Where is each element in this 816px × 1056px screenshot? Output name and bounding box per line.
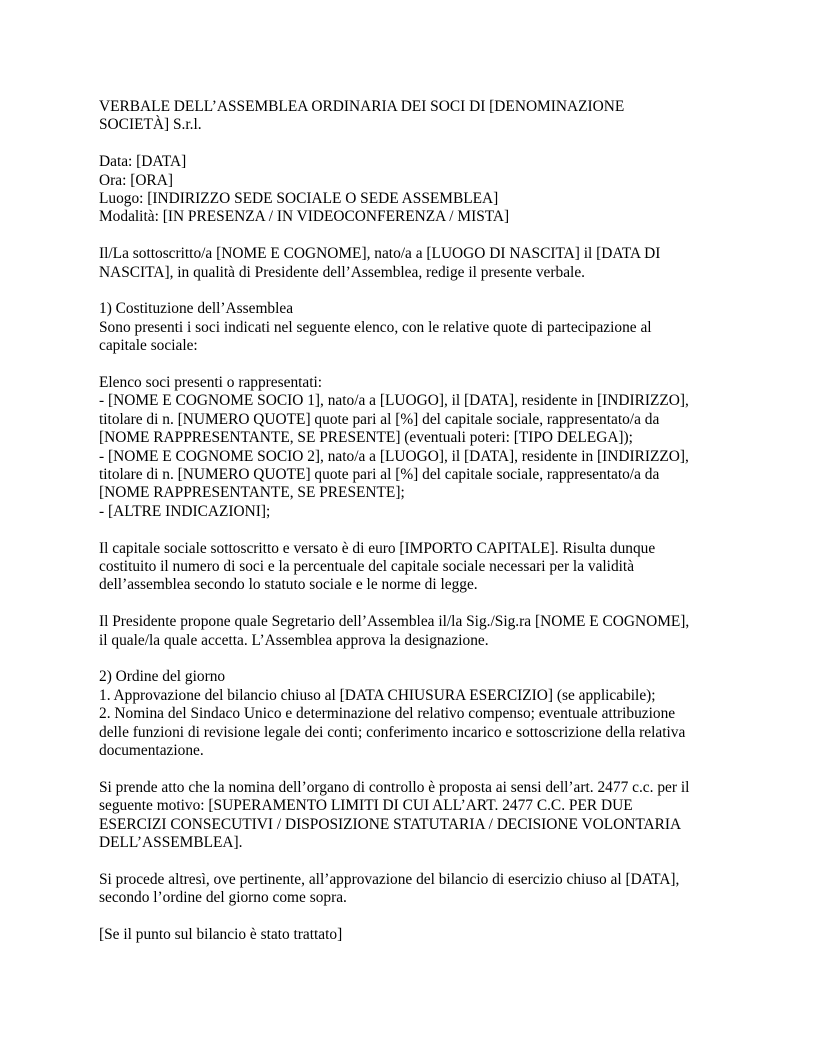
document-body (99, 98, 724, 963)
shareholder-line: titolare di n. [NUMERO QUOTE] quote pari al [%] del capitale sociale, rappresentato/a da (99, 410, 660, 428)
shareholder-line: - [ALTRE INDICAZIONI]; (99, 502, 271, 520)
capital-paragraph (99, 540, 724, 595)
secretary-line: Il Presidente propone quale Segretario dell’Assemblea il/la Sig./Sig.ra [NOME E COGNOME], (99, 613, 690, 631)
section-1-line: capitale sociale: (99, 337, 198, 355)
reason-line: DELL’ASSEMBLEA]. (99, 834, 243, 852)
reason-line: Si prende atto che la nomina dell’organo di controllo è proposta ai sensi dell’art. 2477 c.c. per il (99, 778, 690, 796)
shareholder-line: - [NOME E COGNOME SOCIO 1], nato/a a [LUOGO], il [DATA], residente in [INDIRIZZO], (99, 392, 689, 410)
budget-line: secondo l’ordine del giorno come sopra. (99, 889, 347, 907)
meeting-place: Luogo: [INDIRIZZO SEDE SOCIALE O SEDE ASSEMBLEA] (99, 190, 499, 208)
intro-line: Il/La sottoscritto/a [NOME E COGNOME], nato/a a [LUOGO DI NASCITA] il [DATA DI (99, 245, 661, 263)
shareholders-heading: Elenco soci presenti o rappresentati: (99, 374, 323, 392)
capital-line: costituito il numero di soci e la percentuale del capitale sociale necessari per la validità (99, 558, 635, 576)
shareholder-line: [NOME RAPPRESENTANTE, SE PRESENTE] (eventuali poteri: [TIPO DELEGA]); (99, 429, 633, 447)
note-line: [Se il punto sul bilancio è stato trattato] (99, 926, 343, 944)
section-2 (99, 668, 724, 760)
conditional-note (99, 926, 724, 944)
reason-line: seguente motivo: [SUPERAMENTO LIMITI DI CUI ALL’ART. 2477 C.C. PER DUE (99, 797, 633, 815)
budget-line: Si procede altresì, ove pertinente, all’approvazione del bilancio di esercizio chiuso al [DATA], (99, 870, 680, 888)
document-title (99, 98, 724, 135)
shareholder-line: titolare di n. [NUMERO QUOTE] quote pari al [%] del capitale sociale, rappresentato/a da (99, 466, 660, 484)
capital-line: Il capitale sociale sottoscritto e versato è di euro [IMPORTO CAPITALE]. Risulta dunque (99, 539, 656, 557)
secretary-line: il quale/la quale accetta. L’Assemblea approva la designazione. (99, 631, 489, 649)
meeting-date: Data: [DATA] (99, 153, 187, 171)
shareholders-list (99, 374, 724, 521)
agenda-item: 2. Nomina del Sindaco Unico e determinazione del relativo compenso; eventuale attribuzione (99, 705, 676, 723)
capital-line: dell’assemblea secondo lo statuto sociale e le norme di legge. (99, 576, 478, 594)
secretary-paragraph (99, 613, 724, 650)
section-1-line: Sono presenti i soci indicati nel seguente elenco, con le relative quote di partecipazione al (99, 318, 652, 336)
agenda-item: 1. Approvazione del bilancio chiuso al [DATA CHIUSURA ESERCIZIO] (se applicabile); (99, 686, 656, 704)
budget-paragraph (99, 871, 724, 908)
section-1 (99, 300, 724, 355)
meeting-mode: Modalità: [IN PRESENZA / IN VIDEOCONFERENZA / MISTA] (99, 208, 510, 226)
reason-line: ESERCIZI CONSECUTIVI / DISPOSIZIONE STATUTARIA / DECISIONE VOLONTARIA (99, 815, 682, 833)
shareholder-line: [NOME RAPPRESENTANTE, SE PRESENTE]; (99, 484, 405, 502)
meeting-details (99, 153, 724, 227)
title-line: VERBALE DELL’ASSEMBLEA ORDINARIA DEI SOCI DI [DENOMINAZIONE (99, 98, 625, 115)
agenda-item: delle funzioni di revisione legale dei conti; conferimento incarico e sottoscrizione della relativa (99, 723, 686, 741)
intro-line: NASCITA], in qualità di Presidente dell’Assemblea, redige il presente verbale. (99, 263, 585, 281)
shareholder-line: - [NOME E COGNOME SOCIO 2], nato/a a [LUOGO], il [DATA], residente in [INDIRIZZO], (99, 447, 689, 465)
intro-paragraph (99, 245, 724, 282)
agenda-item: documentazione. (99, 742, 204, 760)
section-2-heading: 2) Ordine del giorno (99, 668, 226, 686)
meeting-time: Ora: [ORA] (99, 171, 173, 189)
section-1-heading: 1) Costituzione dell’Assemblea (99, 300, 294, 318)
reason-paragraph (99, 779, 724, 853)
title-line: SOCIETÀ] S.r.l. (99, 116, 202, 134)
